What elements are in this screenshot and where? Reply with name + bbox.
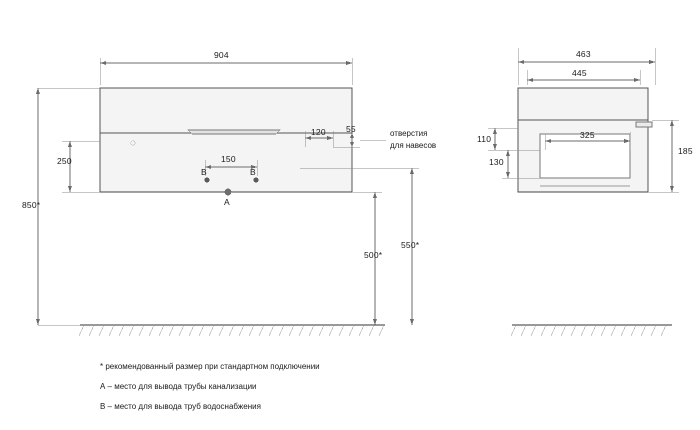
dim-label-120: 120 [311, 127, 326, 137]
side-inner-niche [540, 134, 630, 178]
mark-label-a: A [224, 197, 230, 207]
legend-note-1: * рекомендованный размер при стандартном подключении [100, 362, 320, 371]
legend-note-3: В – место для вывода труб водоснабжения [100, 402, 261, 411]
mark-label-b-left: B [201, 167, 207, 177]
marker-a-drain [225, 189, 232, 196]
dim-label-325: 325 [580, 130, 595, 140]
legend-note-2: А – место для вывода трубы канализации [100, 382, 257, 391]
floor-hatch-side [511, 325, 666, 336]
dim-label-500: 500* [364, 250, 383, 260]
floor-hatch-front [79, 325, 384, 336]
marker-b-left [204, 177, 209, 182]
annotation-holes-line2: для навесов [390, 141, 437, 150]
dim-label-150: 150 [221, 154, 236, 164]
dim-label-110: 110 [477, 134, 492, 144]
dim-label-904: 904 [214, 50, 229, 60]
dim-label-445: 445 [572, 68, 587, 78]
mark-label-b-right: B [250, 167, 256, 177]
marker-b-right [253, 177, 258, 182]
dim-label-55: 55 [346, 124, 356, 134]
dim-label-130: 130 [489, 157, 504, 167]
dim-label-850: 850* [22, 200, 41, 210]
dim-label-550: 550* [401, 240, 420, 250]
dim-label-250: 250 [57, 156, 72, 166]
front-cabinet-body [100, 88, 352, 192]
dim-label-463: 463 [576, 49, 591, 59]
side-handle-strip [636, 122, 652, 127]
annotation-holes-line1: отверстия [390, 129, 428, 138]
dim-label-185: 185 [678, 146, 693, 156]
front-handle-recess [188, 130, 280, 134]
